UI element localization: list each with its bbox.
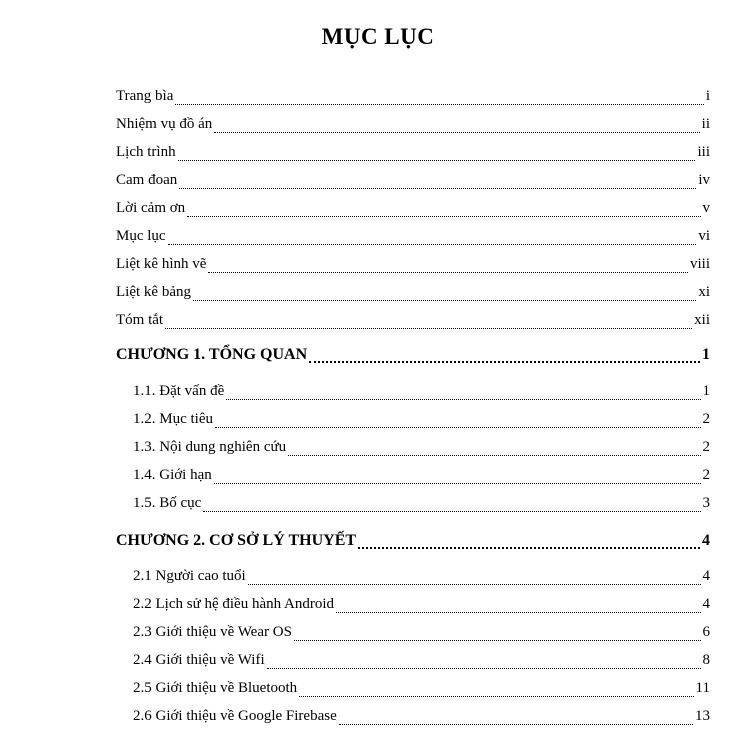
toc-section-label: 1.5. Bố cục <box>133 495 202 511</box>
toc-page-number: iv <box>698 172 710 188</box>
toc-chapter-2[interactable] <box>116 532 710 554</box>
toc-section-label: 2.6 Giới thiệu về Google Firebase <box>133 708 337 724</box>
toc-page-number: 2 <box>702 467 710 483</box>
toc-entry-list-of-tables[interactable] <box>116 284 710 306</box>
toc-section-label: 2.5 Giới thiệu về Bluetooth <box>133 680 298 696</box>
toc-page-number: 11 <box>695 680 710 696</box>
toc-section[interactable] <box>133 596 710 618</box>
toc-section-label: 1.2. Mục tiêu <box>133 411 213 427</box>
toc-entry-label: Tóm tắt <box>116 312 164 328</box>
toc-page-number: xi <box>698 284 710 300</box>
toc-section-label: 2.1 Người cao tuổi <box>133 568 246 584</box>
toc-entry-label: Cam đoan <box>116 172 178 188</box>
toc-section[interactable] <box>133 411 710 433</box>
dot-leader <box>175 90 703 105</box>
toc-entry-acknowledgements[interactable] <box>116 200 710 222</box>
toc-chapter-label: CHƯƠNG 1. TỔNG QUAN <box>116 346 308 363</box>
dot-leader <box>178 146 696 161</box>
toc-page-number: i <box>705 88 710 104</box>
dot-leader <box>208 258 688 273</box>
toc-section[interactable] <box>133 652 710 674</box>
toc-page-number: 3 <box>702 495 710 511</box>
toc-entry-contents[interactable] <box>116 228 710 250</box>
toc-section-label: 1.1. Đặt vấn đề <box>133 383 225 399</box>
dot-leader <box>248 570 701 585</box>
toc-chapter-label: CHƯƠNG 2. CƠ SỞ LÝ THUYẾT <box>116 532 357 549</box>
dot-leader <box>309 347 700 363</box>
toc-page-number: 1 <box>702 383 710 399</box>
toc-section[interactable] <box>133 383 710 405</box>
dot-leader <box>267 654 701 669</box>
dot-leader <box>203 497 700 512</box>
toc-page-number: v <box>702 200 710 216</box>
toc-entry-label: Liệt kê bảng <box>116 284 191 300</box>
toc-entry-declaration[interactable] <box>116 172 710 194</box>
toc-section-label: 2.4 Giới thiệu về Wifi <box>133 652 265 668</box>
dot-leader <box>288 441 700 456</box>
toc-section-label: 2.3 Giới thiệu về Wear OS <box>133 624 292 640</box>
dot-leader <box>294 626 701 641</box>
toc-section[interactable] <box>133 495 710 517</box>
dot-leader <box>168 230 697 245</box>
toc-page-number: 4 <box>702 596 710 612</box>
toc-page-number: 13 <box>695 708 710 724</box>
toc-entry-label: Nhiệm vụ đồ án <box>116 116 213 132</box>
toc-entry-label: Lời cảm ơn <box>116 200 186 216</box>
page-title: MỤC LỤC <box>321 24 435 49</box>
dot-leader <box>215 413 701 428</box>
dot-leader <box>358 533 700 549</box>
toc-page-number: xii <box>694 312 710 328</box>
dot-leader <box>339 710 693 725</box>
dot-leader <box>214 469 701 484</box>
toc-page-number: ii <box>701 116 710 132</box>
toc-entry-label: Lịch trình <box>116 144 176 160</box>
toc-page-number: 1 <box>702 346 710 363</box>
toc-section[interactable] <box>133 568 710 590</box>
toc-entry-label: Trang bìa <box>116 88 174 104</box>
toc-page-number: 8 <box>702 652 710 668</box>
toc-section[interactable] <box>133 708 710 730</box>
toc-section[interactable] <box>133 439 710 461</box>
dot-leader <box>336 598 700 613</box>
toc-section[interactable] <box>133 467 710 489</box>
toc-entry-list-of-figures[interactable] <box>116 256 710 278</box>
toc-entry-label: Mục lục <box>116 228 166 244</box>
toc-section-label: 1.3. Nội dung nghiên cứu <box>133 439 287 455</box>
toc-page-number: 4 <box>702 532 710 549</box>
dot-leader <box>193 286 696 301</box>
toc-entry-cover[interactable] <box>116 88 710 110</box>
toc-entry-thesis-task[interactable] <box>116 116 710 138</box>
toc-section[interactable] <box>133 624 710 646</box>
toc-page-number: viii <box>689 256 710 272</box>
toc-entry-abstract[interactable] <box>116 312 710 334</box>
toc-page-number: 6 <box>702 624 710 640</box>
toc-page-number: 2 <box>702 411 710 427</box>
toc-section-label: 2.2 Lịch sử hệ điều hành Android <box>133 596 335 612</box>
toc-page-number: iii <box>697 144 710 160</box>
toc-page-number: vi <box>698 228 710 244</box>
dot-leader <box>187 202 700 217</box>
dot-leader <box>299 682 693 697</box>
toc-chapter-1[interactable] <box>116 346 710 368</box>
dot-leader <box>214 118 699 133</box>
toc-section-label: 1.4. Giới hạn <box>133 467 212 483</box>
dot-leader <box>179 174 696 189</box>
dot-leader <box>165 314 692 329</box>
toc-page-number: 4 <box>702 568 710 584</box>
toc-entry-label: Liệt kê hình vẽ <box>116 256 207 272</box>
toc-page-number: 2 <box>702 439 710 455</box>
dot-leader <box>226 385 700 400</box>
toc-entry-schedule[interactable] <box>116 144 710 166</box>
toc-section[interactable] <box>133 680 710 702</box>
